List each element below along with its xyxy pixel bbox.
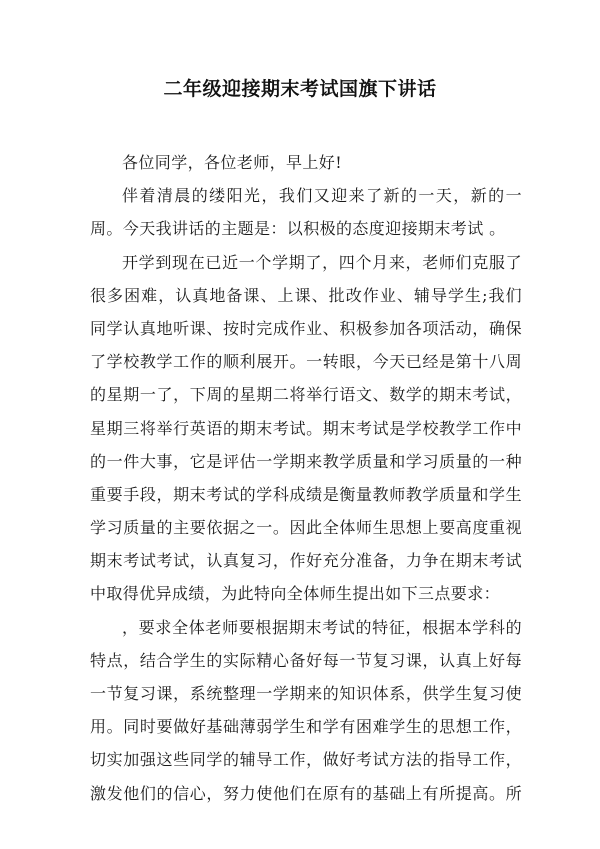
greeting-line: 各位同学，各位老师，早上好! <box>122 153 343 172</box>
paragraph-line: ，要求全体老师要根据期末考试的特征，根据本学科的 <box>122 617 522 637</box>
paragraph-line: 用。同时要做好基础薄弱学生和学有困难学生的思想工作， <box>90 717 522 737</box>
speech-body <box>90 146 522 810</box>
paragraph-line: 很多困难，认真地备课、上课、批改作业、辅导学生;我们 <box>90 285 522 305</box>
paragraph-line: 的一件大事，它是评估一学期来教学质量和学习质量的一种 <box>90 451 522 471</box>
paragraph-line: 激发他们的信心，努力使他们在原有的基础上有所提高。所 <box>90 783 522 803</box>
document-title: 二年级迎接期末考试国旗下讲话 <box>163 78 437 100</box>
paragraph-line: 切实加强这些同学的辅导工作，做好考试方法的指导工作， <box>90 750 522 770</box>
paragraph-line: 星期三将举行英语的期末考试。期末考试是学校教学工作中 <box>90 418 522 438</box>
paragraph-line: 重要手段，期末考试的学科成绩是衡量教师教学质量和学生 <box>90 484 522 504</box>
paragraph-line: 同学认真地听课、按时完成作业、积极参加各项活动，确保 <box>90 318 522 338</box>
paragraph-line: 特点，结合学生的实际精心备好每一节复习课，认真上好每 <box>90 650 522 670</box>
paragraph-line: 的星期一了，下周的星期二将举行语文、数学的期末考试， <box>90 385 522 405</box>
paragraph-line: 中取得优异成绩，为此特向全体师生提出如下三点要求： <box>90 584 501 604</box>
paragraph-line: 伴着清晨的缕阳光，我们又迎来了新的一天，新的一 <box>122 186 522 206</box>
paragraph-line: 期末考试考试，认真复习，作好充分准备，力争在期末考试 <box>90 551 522 571</box>
paragraph-line: 了学校教学工作的顺利展开。一转眼，今天已经是第十八周 <box>90 352 522 372</box>
paragraph-line: 学习质量的主要依据之一。因此全体师生思想上要高度重视 <box>90 518 522 538</box>
paragraph-line: 周。今天我讲话的主题是：以积极的态度迎接期末考试 。 <box>90 219 506 239</box>
paragraph-line: 开学到现在已近一个学期了，四个月来，老师们克服了 <box>122 252 522 272</box>
paragraph-line: 一节复习课，系统整理一学期来的知识体系，供学生复习使 <box>90 684 522 703</box>
